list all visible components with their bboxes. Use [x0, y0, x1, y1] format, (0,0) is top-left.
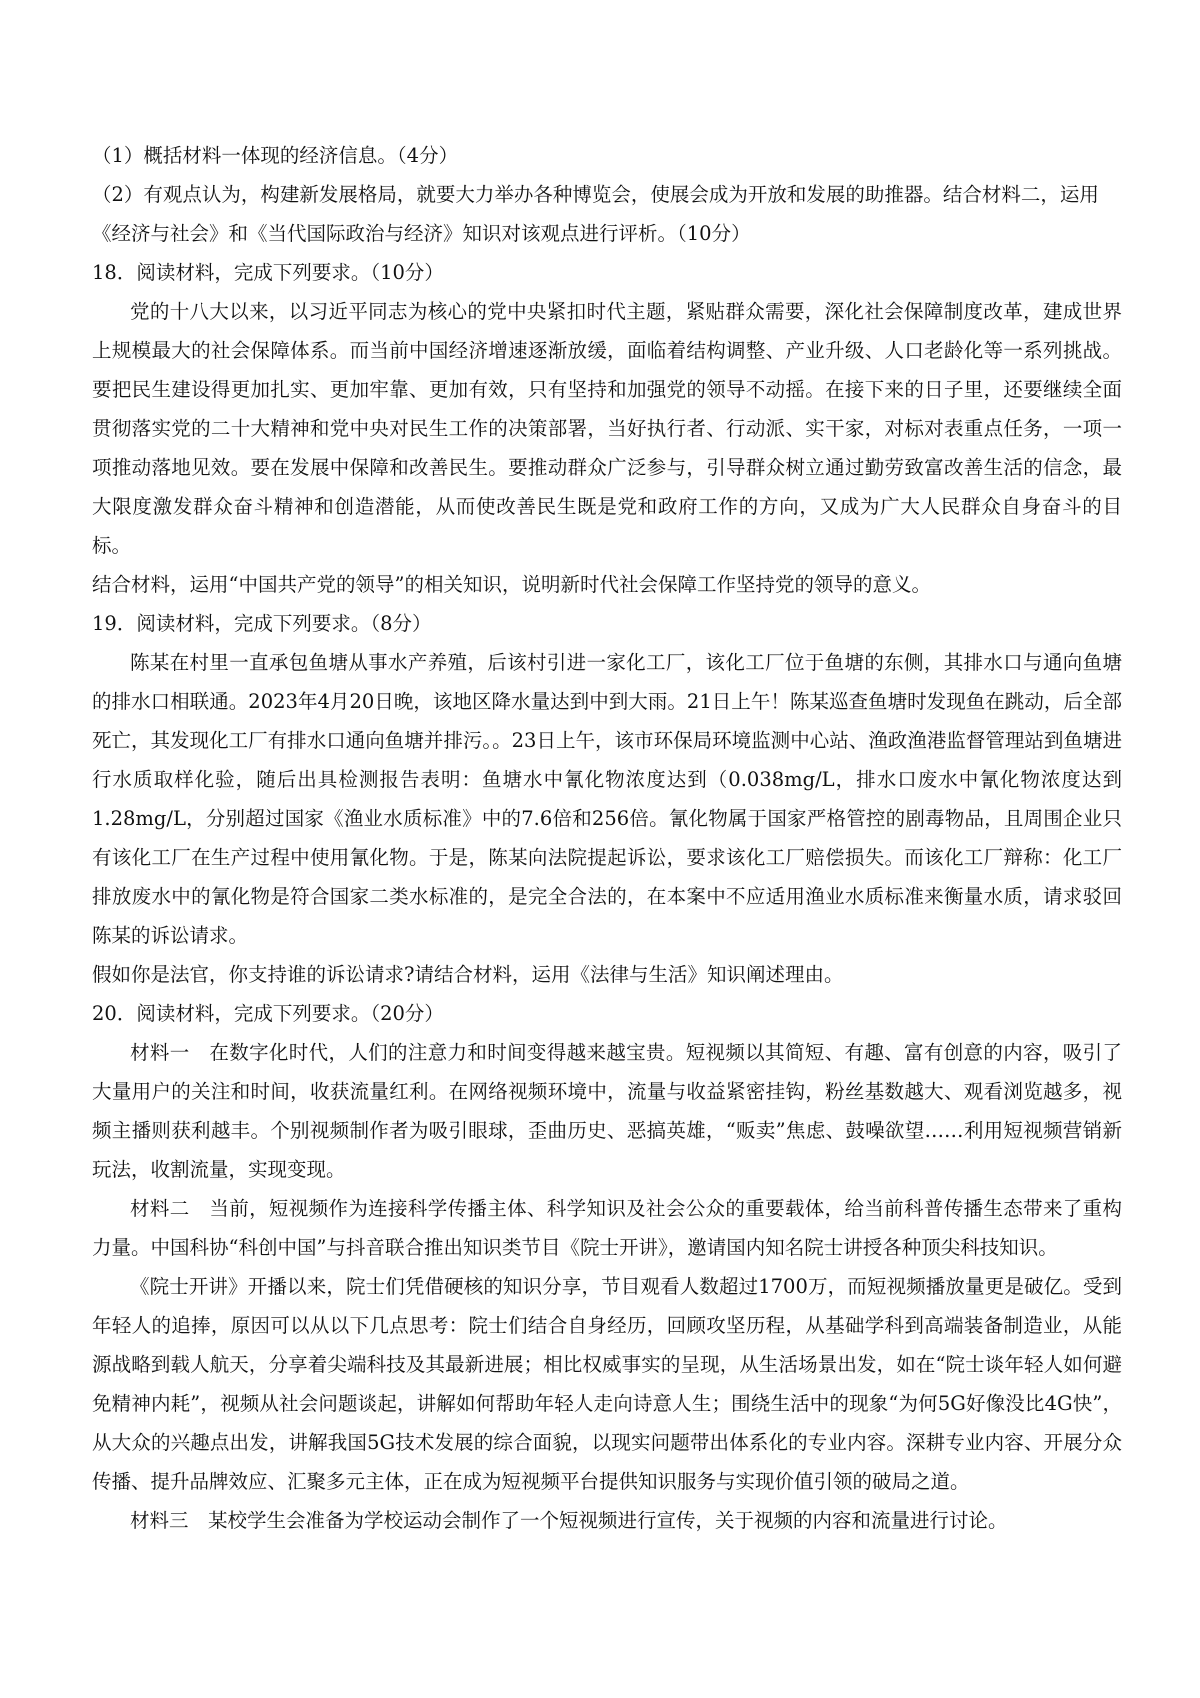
- q17-subquestion-1: （1）概括材料一体现的经济信息。（4分）: [92, 144, 459, 167]
- q20-material-2: 材料二 当前，短视频作为连接科学传播主体、科学知识及社会公众的重要载体，给当前科普传播生态带来了重构力量。中国科协“科创中国”与抖音联合推出知识类节目《院士开讲》，邀请国内知名院士讲授各种顶尖科技知识。: [92, 1197, 1122, 1259]
- q18-question: 结合材料，运用“中国共产党的领导”的相关知识，说明新时代社会保障工作坚持党的领导的意义。: [92, 573, 931, 596]
- q20-material-2-continued: 《院士开讲》开播以来，院士们凭借硬核的知识分享，节目观看人数超过1700万，而短视频播放量更是破亿。受到年轻人的追捧，原因可以从以下几点思考：院士们结合自身经历，回顾攻坚历程，从基础学科到高端装备制造业，从能源战略到载人航天，分享着尖端科技及其最新进展；相比权威事实的呈现，从生活场景出发，如在“院士谈年轻人如何避免精神内耗”，视频从社会问题谈起，讲解如何帮助年轻人走向诗意人生；围绕生活中的现象“为何5G好像没比4G快”，从大众的兴趣点出发，讲解我国5G技术发展的综合面貌，以现实问题带出体系化的专业内容。深耕专业内容、开展分众传播、提升品牌效应、汇聚多元主体，正在成为短视频平台提供知识服务与实现价值引领的破局之道。: [92, 1275, 1122, 1493]
- q19-material: 陈某在村里一直承包鱼塘从事水产养殖，后该村引进一家化工厂，该化工厂位于鱼塘的东侧，其排水口与通向鱼塘的排水口相联通。2023年4月20日晚，该地区降水量达到中到大雨。21日上午！陈某巡查鱼塘时发现鱼在跳动，后全部死亡，其发现化工厂有排水口通向鱼塘并排污。。23日上午，该市环保局环境监测中心站、渔政渔港监督管理站到鱼塘进行水质取样化验，随后出具检测报告表明：鱼塘水中氰化物浓度达到（0.038mg/L，排水口废水中氰化物浓度达到1.28mg/L，分别超过国家《渔业水质标准》中的7.6倍和256倍。氰化物属于国家严格管控的剧毒物品，且周围企业只有该化工厂在生产过程中使用氰化物。于是，陈某向法院提起诉讼，要求该化工厂赔偿损失。而该化工厂辩称：化工厂排放废水中的氰化物是符合国家二类水标准的，是完全合法的，在本案中不应适用渔业水质标准来衡量水质，请求驳回陈某的诉讼请求。: [92, 651, 1122, 947]
- q20-material-3: 材料三 某校学生会准备为学校运动会制作了一个短视频进行宣传，关于视频的内容和流量进行讨论。: [130, 1509, 1008, 1532]
- q20-title: 20．阅读材料，完成下列要求。（20分）: [92, 1002, 444, 1025]
- q19-question: 假如你是法官，你支持谁的诉讼请求?请结合材料，运用《法律与生活》知识阐述理由。: [92, 963, 844, 986]
- q17-subquestion-2: （2）有观点认为，构建新发展格局，就要大力举办各种博览会，使展会成为开放和发展的助推器。结合材料二，运用《经济与社会》和《当代国际政治与经济》知识对该观点进行评析。（10分）: [92, 183, 1099, 245]
- q18-material: 党的十八大以来，以习近平同志为核心的党中央紧扣时代主题，紧贴群众需要，深化社会保障制度改革，建成世界上规模最大的社会保障体系。而当前中国经济增速逐渐放缓，面临着结构调整、产业升级、人口老龄化等一系列挑战。要把民生建设得更加扎实、更加牢靠、更加有效，只有坚持和加强党的领导不动摇。在接下来的日子里，还要继续全面贯彻落实党的二十大精神和党中央对民生工作的决策部署，当好执行者、行动派、实干家，对标对表重点任务，一项一项推动落地见效。要在发展中保障和改善民生。要推动群众广泛参与，引导群众树立通过勤劳致富改善生活的信念，最大限度激发群众奋斗精神和创造潜能，从而使改善民生既是党和政府工作的方向，又成为广大人民群众自身奋斗的目标。: [92, 300, 1122, 557]
- q20-material-1: 材料一 在数字化时代，人们的注意力和时间变得越来越宝贵。短视频以其简短、有趣、富有创意的内容，吸引了大量用户的关注和时间，收获流量红利。在网络视频环境中，流量与收益紧密挂钩，粉丝基数越大、观看浏览越多，视频主播则获利越丰。个别视频制作者为吸引眼球，歪曲历史、恶搞英雄，“贩卖”焦虑、鼓噪欲望……利用短视频营销新玩法，收割流量，实现变现。: [92, 1041, 1122, 1181]
- q19-title: 19．阅读材料，完成下列要求。（8分）: [92, 612, 432, 635]
- q18-title: 18．阅读材料，完成下列要求。（10分）: [92, 261, 444, 284]
